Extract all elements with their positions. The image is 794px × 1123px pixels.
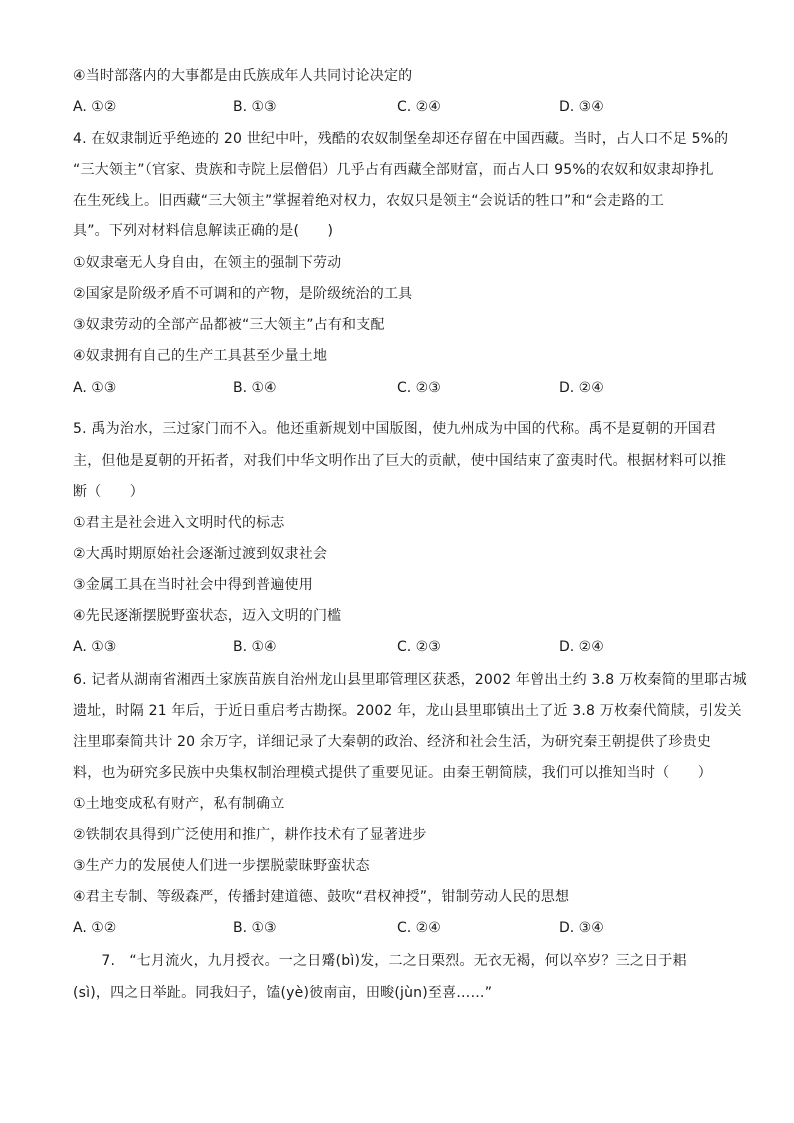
- q5-statement-2: ②大禹时期原始社会逐渐过渡到奴隶社会: [73, 546, 328, 562]
- q6-option-a[interactable]: A. ①②: [73, 920, 117, 936]
- q4-stem-line-2: “三大领主”（官家、贵族和寺院上层僧侣）几乎占有西藏全部财富，而占人口 95%的农奴和奴隶却挣扎: [73, 162, 714, 178]
- q4-option-d[interactable]: D. ②④: [559, 380, 604, 396]
- q5-statement-4: ④先民逐渐摆脱野蛮状态，迈入文明的门槛: [73, 608, 342, 624]
- q6-stem-line-2: 遗址，时隔 21 年后，于近日重启考古勘探。2002 年，龙山县里耶镇出土了近 3.8 万枚秦代简牍，引发关: [73, 703, 742, 719]
- q6-stem-line-3: 注里耶秦简共计 20 余万字，详细记录了大秦朝的政治、经济和社会生活，为研究秦王朝提供了珍贵史: [73, 734, 712, 750]
- q4-option-c[interactable]: C. ②③: [397, 380, 441, 396]
- q6-stem-line-4: 料，也为研究多民族中央集权制治理模式提供了重要见证。由秦王朝简牍，我们可以推知当时（ ）: [73, 765, 712, 781]
- q5-option-d[interactable]: D. ②④: [559, 639, 604, 655]
- q5-option-b[interactable]: B. ①④: [233, 639, 277, 655]
- q4-stem-line-4: 具”。下列对材料信息解读正确的是( ): [73, 223, 334, 239]
- q6-option-c[interactable]: C. ②④: [397, 920, 441, 936]
- q6-stem-line-1: 6. 记者从湖南省湘西土家族苗族自治州龙山县里耶管理区获悉，2002 年曾出土约 3.8 万枚秦简的里耶古城: [73, 672, 747, 688]
- q3-option-b[interactable]: B. ①③: [233, 99, 277, 115]
- q4-option-a[interactable]: A. ①③: [73, 380, 117, 396]
- q7-stem-line-2: (sì)，四之日举趾。同我妇子，馌(yè)彼南亩，田畯(jùn)至喜……”: [73, 985, 493, 1001]
- q3-option-a[interactable]: A. ①②: [73, 99, 117, 115]
- q5-stem-line-1: 5. 禹为治水，三过家门而不入。他还重新规划中国版图，使九州成为中国的代称。禹不是夏朝的开国君: [73, 421, 717, 437]
- q4-statement-3: ③奴隶劳动的全部产品都被“三大领主”占有和支配: [73, 317, 385, 333]
- q5-option-c[interactable]: C. ②③: [397, 639, 441, 655]
- q7-stem-line-1: 7. “七月流火，九月授衣。一之日觱(bì)发，二之日栗烈。无衣无褐，何以卒岁？三之日于耜: [73, 953, 687, 969]
- q4-statement-1: ①奴隶毫无人身自由，在领主的强制下劳动: [73, 255, 342, 271]
- q6-statement-1: ①土地变成私有财产，私有制确立: [73, 796, 285, 812]
- q4-stem-line-3: 在生死线上。旧西藏“三大领主”掌握着绝对权力，农奴只是领主“会说话的牲口”和“会走路的工: [73, 193, 665, 209]
- q3-statement-4: ④当时部落内的大事都是由氏族成年人共同讨论决定的: [73, 68, 413, 84]
- q4-statement-2: ②国家是阶级矛盾不可调和的产物，是阶级统治的工具: [73, 286, 413, 302]
- q5-option-a[interactable]: A. ①③: [73, 639, 117, 655]
- q6-statement-2: ②铁制农具得到广泛使用和推广，耕作技术有了显著进步: [73, 827, 427, 843]
- q5-stem-line-2: 主，但他是夏朝的开拓者，对我们中华文明作出了巨大的贡献，使中国结束了蛮夷时代。根据材料可以推: [73, 453, 727, 469]
- q4-stem-line-1: 4. 在奴隶制近乎绝迹的 20 世纪中叶，残酷的农奴制堡垒却还存留在中国西藏。当时，占人口不足 5%的: [73, 131, 729, 147]
- q5-statement-1: ①君主是社会进入文明时代的标志: [73, 515, 285, 531]
- q4-statement-4: ④奴隶拥有自己的生产工具甚至少量土地: [73, 348, 328, 364]
- q6-statement-3: ③生产力的发展使人们进一步摆脱蒙昧野蛮状态: [73, 858, 370, 874]
- q6-option-d[interactable]: D. ③④: [559, 920, 604, 936]
- q3-option-c[interactable]: C. ②④: [397, 99, 441, 115]
- q5-stem-line-3: 断（ ）: [73, 484, 144, 500]
- q4-option-b[interactable]: B. ①④: [233, 380, 277, 396]
- q3-option-d[interactable]: D. ③④: [559, 99, 604, 115]
- q6-statement-4: ④君主专制、等级森严，传播封建道德、鼓吹“君权神授”，钳制劳动人民的思想: [73, 889, 570, 905]
- q6-option-b[interactable]: B. ①③: [233, 920, 277, 936]
- q5-statement-3: ③金属工具在当时社会中得到普遍使用: [73, 577, 313, 593]
